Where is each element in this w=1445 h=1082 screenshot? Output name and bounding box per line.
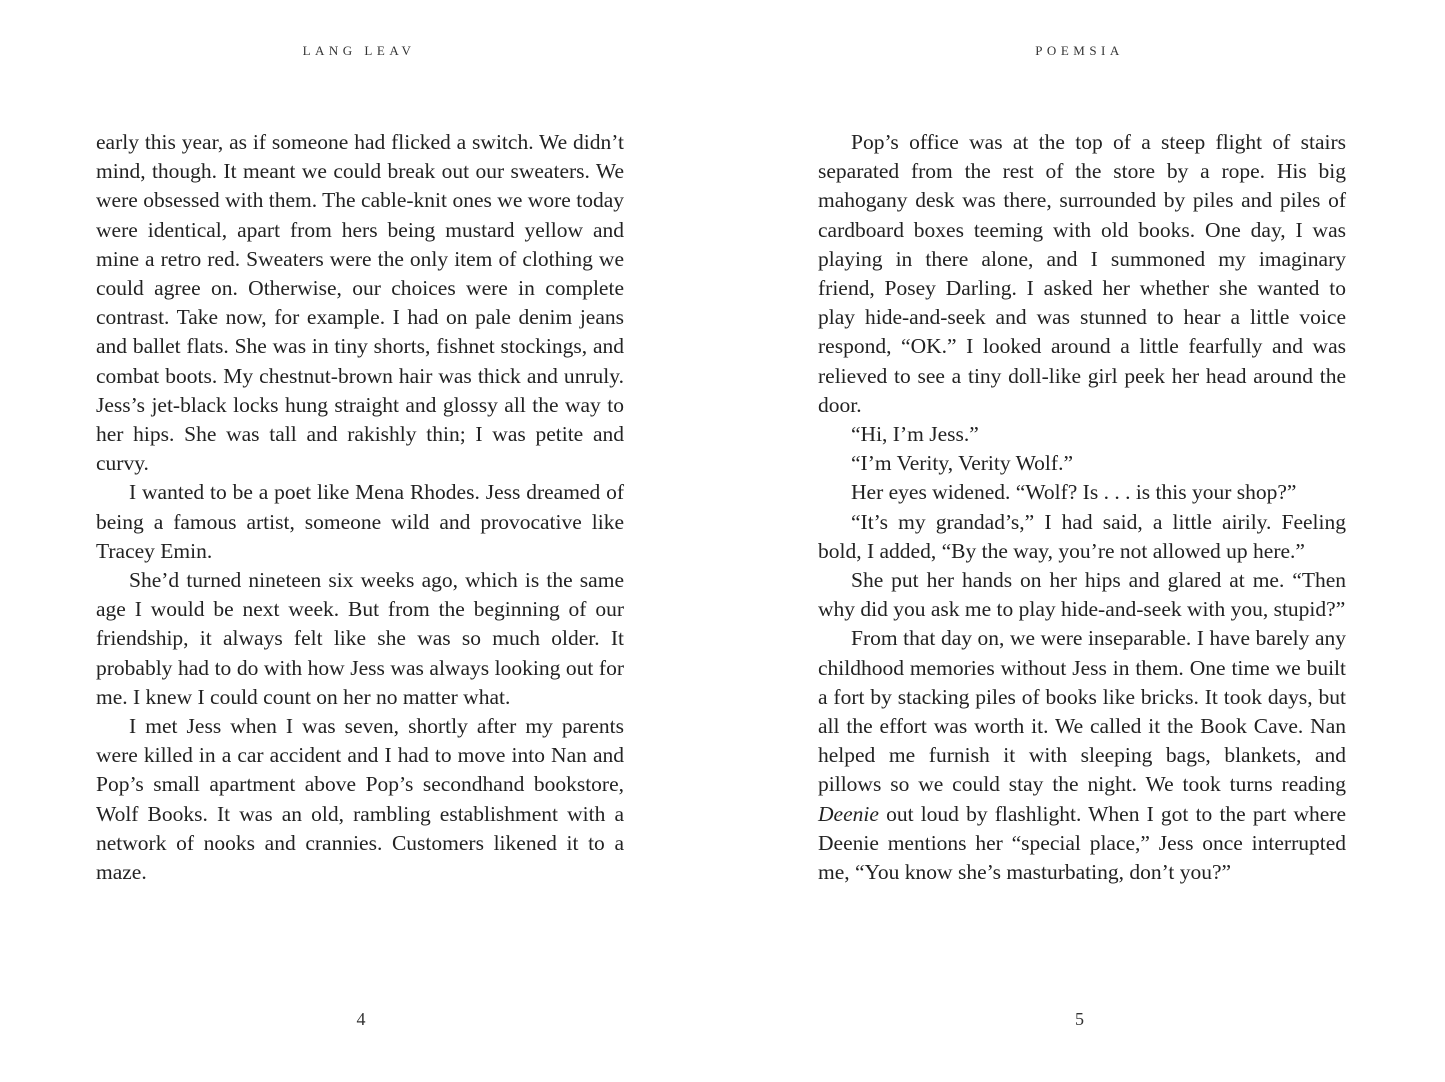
page-number: 5	[1075, 1009, 1084, 1029]
book-title-italic: Deenie	[818, 801, 879, 826]
paragraph	[818, 624, 1346, 887]
paragraph: “It’s my grandad’s,” I had said, a little airily. Feeling bold, I added, “By the way, you’re not allowed up here.”	[818, 509, 1346, 563]
paragraph: “Hi, I’m Jess.”	[851, 422, 979, 447]
paragraph: Her eyes widened. “Wolf? Is . . . is this your shop?”	[851, 480, 1297, 505]
left-page	[0, 0, 722, 1082]
right-page	[722, 0, 1445, 1082]
paragraph: Pop’s office was at the top of a steep flight of stairs separated from the rest of the store by a rope. His big mahogany desk was there, surrounded by piles and piles of cardboard boxes teeming with old books. One day, I was playing in there alone, and I summoned my imaginary friend, Posey Darling. I asked her whether she wanted to play hide-and-seek and was stunned to hear a little voice respond, “OK.” I looked around a little fearfully and was relieved to see a tiny doll-like girl peek her head around the door.	[818, 130, 1346, 417]
paragraph-text: out loud by flashlight. When I got to the part where Deenie mentions her “special place,” Jess once interrupted me, “You know she’s masturbating, don’t you?”	[818, 801, 1346, 885]
paragraph: I wanted to be a poet like Mena Rhodes. Jess dreamed of being a famous artist, someone wild and provocative like Tracey Emin.	[96, 480, 624, 563]
paragraph: She’d turned nineteen six weeks ago, which is the same age I would be next week. But from the beginning of our friendship, it always felt like she was so much older. It probably had to do with how Jess was always looking out for me. I knew I could count on her no matter what.	[96, 568, 624, 709]
paragraph: I met Jess when I was seven, shortly after my parents were killed in a car accident and I had to move into Nan and Pop’s small apartment above Pop’s secondhand bookstore, Wolf Books. It was an old, rambling establishment with a network of nooks and crannies. Customers likened it to a maze.	[96, 714, 624, 885]
paragraph: She put her hands on her hips and glared at me. “Then why did you ask me to play hide-and-seek with you, stupid?”	[818, 568, 1346, 622]
paragraph-text: From that day on, we were inseparable. I have barely any childhood memories without Jess in them. One time we built a fort by stacking piles of books like bricks. It took days, but all the effort was worth it. We called it the Book Cave. Nan helped me furnish it with sleeping bags, blankets, and pillows so we could stay the night. We took turns reading	[818, 626, 1346, 797]
running-head-author: LANG LEAV	[302, 43, 416, 58]
paragraph: early this year, as if someone had flicked a switch. We didn’t mind, though. It meant we could break out our sweaters. We were obsessed with them. The cable-knit ones we wore today were identical, apart from hers being mustard yellow and mine a retro red. Sweaters were the only item of clothing we could agree on. Otherwise, our choices were in complete contrast. Take now, for example. I had on pale denim jeans and ballet flats. She was in tiny shorts, fishnet stockings, and combat boots. My chestnut-brown hair was thick and unruly. Jess’s jet-black locks hung straight and glossy all the way to her hips. She was tall and rakishly thin; I was petite and curvy.	[96, 130, 624, 476]
left-text-block	[96, 128, 624, 887]
paragraph: “I’m Verity, Verity Wolf.”	[851, 451, 1073, 476]
page-number: 4	[356, 1009, 366, 1029]
running-head-title: POEMSIA	[1035, 43, 1124, 58]
right-text-block	[818, 128, 1346, 887]
